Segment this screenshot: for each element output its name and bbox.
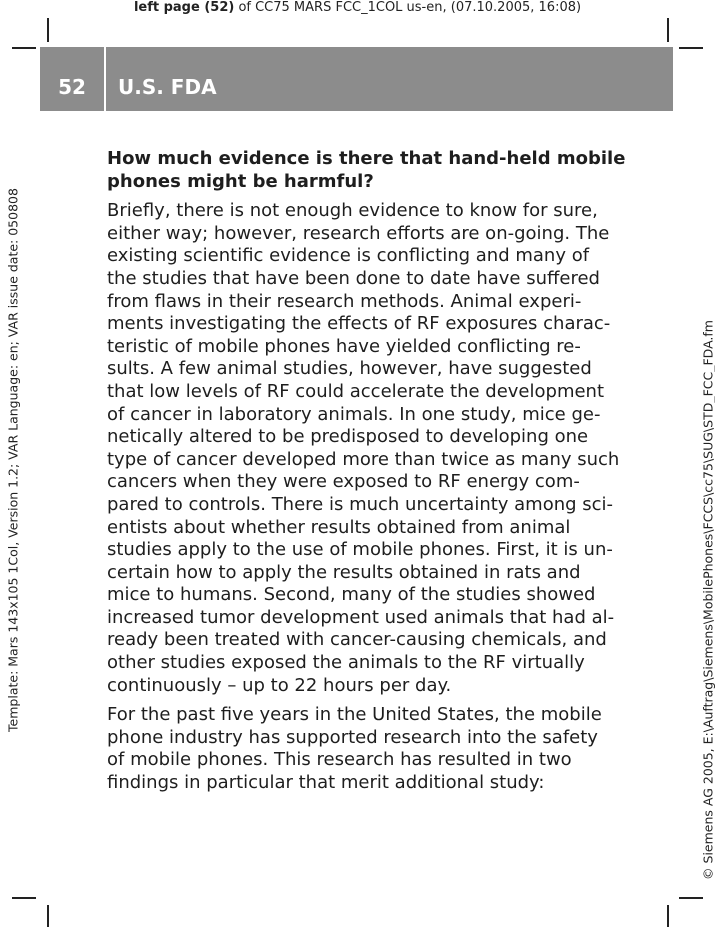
text-line: mice to humans. Second, many of the studies showed <box>107 584 596 606</box>
text-line: cancers when they were exposed to RF energy com- <box>107 471 580 493</box>
template-info-text: Template: Mars 143x105 1Col, Version 1.2; VAR Language: en; VAR issue date: 050808 <box>5 188 21 732</box>
text-line: the studies that have been done to date have suffered <box>107 267 600 289</box>
crop-mark-bl-h <box>12 897 36 899</box>
page-number: 52 <box>58 75 86 99</box>
text-line: netically altered to be predisposed to developing one <box>107 426 589 448</box>
text-line: continuously – up to 22 hours per day. <box>107 674 452 696</box>
copyright-text: © Siemens AG 2005, E:\Auftrag\Siemens\MobilePhones\FCCS\cc75\SUG\STD_FCC_FDA.fm <box>700 320 715 880</box>
paragraph-2 <box>107 704 607 794</box>
text-line: of mobile phones. This research has resulted in two <box>107 749 572 771</box>
text-line: existing scientific evidence is conflicting and many of <box>107 245 590 267</box>
crop-mark-tl-h <box>12 47 36 49</box>
text-line: phone industry has supported research into the safety <box>107 726 598 748</box>
text-line: teristic of mobile phones have yielded conflicting re- <box>107 335 581 357</box>
text-line: either way; however, research efforts are on-going. The <box>107 222 610 244</box>
print-header-info: of CC75 MARS FCC_1COL us-en, (07.10.2005, 16:08) <box>234 0 582 15</box>
text-line: from flaws in their research methods. Animal experi- <box>107 290 582 312</box>
text-line: of cancer in laboratory animals. In one study, mice ge- <box>107 403 601 425</box>
text-line: sults. A few animal studies, however, have suggested <box>107 358 592 380</box>
text-line: For the past five years in the United States, the mobile <box>107 704 602 726</box>
text-line: ments investigating the effects of RF exposures charac- <box>107 313 611 335</box>
text-line: studies apply to the use of mobile phones. First, it is un- <box>107 539 613 561</box>
crop-mark-br-h <box>679 897 703 899</box>
content-body <box>107 148 626 802</box>
crop-mark-bl-v <box>47 905 49 927</box>
text-line: certain how to apply the results obtained in rats and <box>107 561 581 583</box>
text-line: pared to controls. There is much uncertainty among sci- <box>107 493 614 515</box>
print-header-page: left page (52) <box>133 0 235 15</box>
paragraph-1 <box>107 200 620 697</box>
crop-mark-tr-v <box>667 18 669 42</box>
text-line: that low levels of RF could accelerate the development <box>107 380 605 402</box>
heading-line: phones might be harmful? <box>107 170 374 192</box>
heading-line: How much evidence is there that hand-held mobile <box>107 148 626 169</box>
text-line: increased tumor development used animals that had al- <box>107 606 615 628</box>
text-line: entists about whether results obtained from animal <box>107 516 571 538</box>
text-line: findings in particular that merit additional study: <box>107 772 545 794</box>
crop-mark-br-v <box>667 905 669 927</box>
text-line: type of cancer developed more than twice as many such <box>107 448 620 470</box>
text-line: ready been treated with cancer-causing chemicals, and <box>107 629 607 651</box>
header-divider <box>104 47 106 111</box>
crop-mark-tr-h <box>679 47 703 49</box>
text-line: other studies exposed the animals to the RF virtually <box>107 652 585 674</box>
crop-mark-tl-v <box>47 18 49 42</box>
section-title: U.S. FDA <box>118 75 217 99</box>
text-line: Briefly, there is not enough evidence to know for sure, <box>107 200 598 222</box>
question-heading <box>107 148 626 193</box>
print-header <box>0 0 715 16</box>
